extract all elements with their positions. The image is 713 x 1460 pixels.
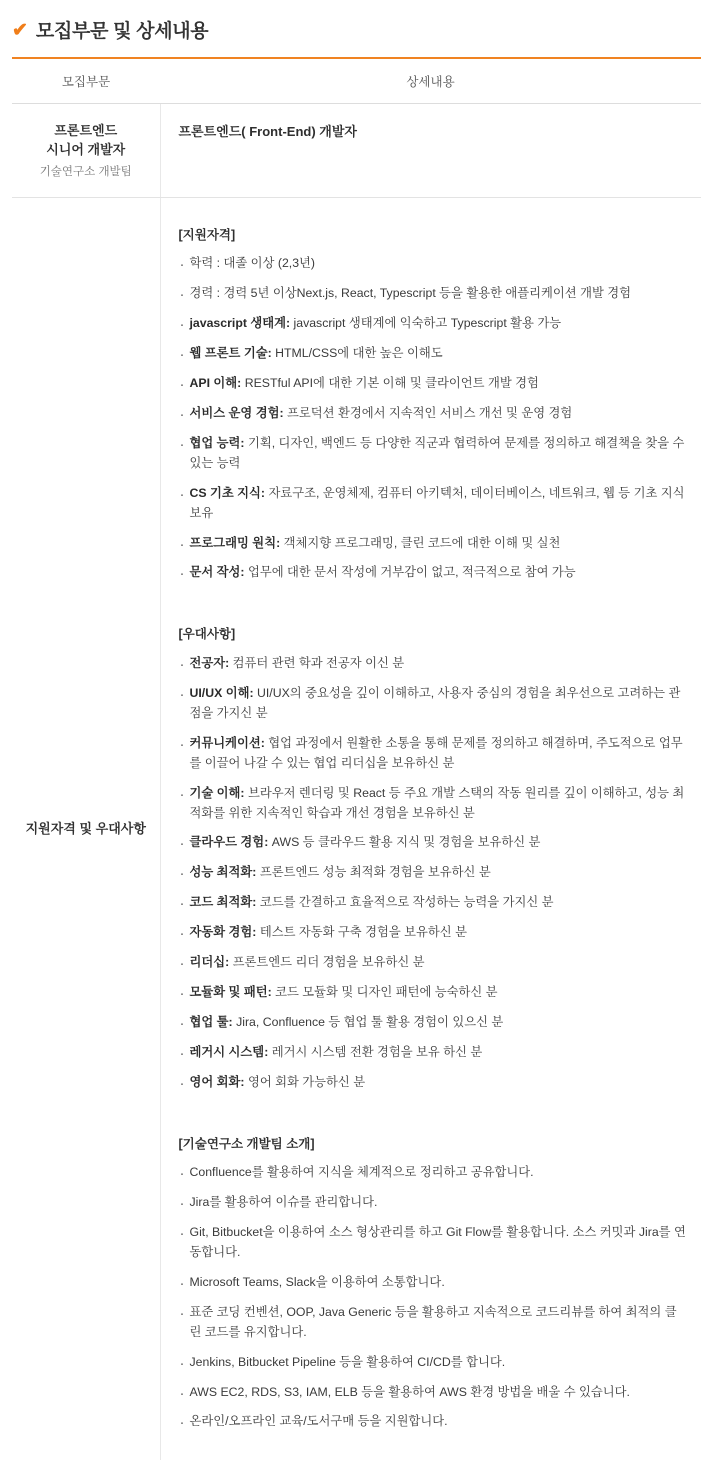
list-item-text: 객체지향 프로그래밍, 클린 코드에 대한 이해 및 실천	[280, 535, 561, 550]
list-item-label: 문서 작성:	[189, 565, 245, 580]
list-item-label: 프로그래밍 원칙:	[189, 535, 281, 550]
list-item-text: 업무에 대한 문서 작성에 거부감이 없고, 적극적으로 참여 가능	[244, 565, 576, 580]
column-header-details: 상세내용	[160, 59, 701, 104]
section-heading: [지원자격]	[178, 227, 236, 242]
list-item-label: 리더십:	[189, 955, 230, 970]
list-item	[179, 684, 688, 724]
table-row	[12, 104, 701, 198]
list-item	[179, 1412, 688, 1432]
list-item	[179, 1073, 688, 1093]
section-bullet-list	[179, 254, 688, 583]
list-item-text: 표준 코딩 컨벤션, OOP, Java Generic 등을 활용하고 지속적으로 코드리뷰를 하여 최적의 클린 코드를 유지합니다.	[189, 1304, 677, 1339]
list-item-text: Jira, Confluence 등 협업 툴 활용 경험이 있으신 분	[232, 1014, 504, 1029]
page-title: 모집부문 및 상세내용	[35, 21, 209, 42]
list-item	[179, 983, 688, 1003]
list-item-text: 브라우저 렌더링 및 React 등 주요 개발 스택의 작동 원리를 깊이 이해하고, 성능 최적화를 위한 지속적인 학습과 개선 경험을 보유하신 분	[189, 785, 685, 820]
list-item-label: 성능 최적화:	[189, 865, 257, 880]
list-item-text: Jenkins, Bitbucket Pipeline 등을 활용하여 CI/CD를 합니다.	[189, 1354, 506, 1369]
qualification-label-cell	[12, 197, 160, 1460]
list-item	[179, 1353, 688, 1373]
list-item-label: javascript 생태계:	[189, 316, 291, 331]
list-item-text: 온라인/오프라인 교육/도서구매 등을 지원합니다.	[189, 1414, 448, 1429]
list-item-text: 프론트엔드 리더 경험을 보유하신 분	[229, 955, 425, 970]
list-item-text: 경력 : 경력 5년 이상Next.js, React, Typescript 등을 활용한 애플리케이션 개발 경험	[189, 286, 632, 301]
position-title-line2: 시니어 개발자	[46, 141, 126, 157]
list-item-label: 자동화 경험:	[189, 925, 257, 940]
column-header-position: 모집부문	[12, 59, 160, 104]
list-item-label: 전공자:	[189, 656, 230, 671]
list-item-label: UI/UX 이해:	[189, 685, 254, 700]
list-item	[179, 1303, 688, 1343]
position-label-cell	[12, 104, 160, 198]
list-item-text: Microsoft Teams, Slack을 이용하여 소통합니다.	[189, 1274, 445, 1289]
detail-sections	[179, 216, 688, 1433]
list-item	[179, 404, 688, 424]
list-item-label: 협업 툴:	[189, 1014, 233, 1029]
list-item	[179, 923, 688, 943]
list-item-label: API 이해:	[189, 376, 242, 391]
list-item	[179, 534, 688, 554]
list-item-text: AWS EC2, RDS, S3, IAM, ELB 등을 활용하여 AWS 환경 방법을 배울 수 있습니다.	[189, 1384, 630, 1399]
section-bullet-list	[179, 654, 688, 1093]
list-item	[179, 434, 688, 474]
list-item-text: Jira를 활용하여 이슈를 관리합니다.	[189, 1195, 378, 1210]
list-item-label: 커뮤니케이션:	[189, 735, 265, 750]
list-item	[179, 254, 688, 274]
list-item	[179, 784, 688, 824]
list-item-label: 서비스 운영 경험:	[189, 405, 284, 420]
list-item-text: HTML/CSS에 대한 높은 이해도	[271, 346, 443, 361]
list-item	[179, 953, 688, 973]
list-item	[179, 1273, 688, 1293]
position-detail-cell	[160, 104, 701, 198]
position-title-line1: 프론트엔드	[54, 123, 118, 138]
list-item-text: 자료구조, 운영체제, 컴퓨터 아키텍처, 데이터베이스, 네트워크, 웹 등 기초 지식 보유	[189, 485, 685, 520]
list-item	[179, 1163, 688, 1183]
section-heading: [우대사항]	[178, 627, 236, 642]
list-item-label: 클라우드 경험:	[189, 835, 269, 850]
list-item-text: 컴퓨터 관련 학과 전공자 이신 분	[229, 656, 405, 671]
list-item-text: Confluence를 활용하여 지식을 체계적으로 정리하고 공유합니다.	[189, 1165, 534, 1180]
list-item-label: 모듈화 및 패턴:	[189, 984, 272, 999]
list-item-text: 프론트엔드 성능 최적화 경험을 보유하신 분	[256, 865, 491, 880]
recruitment-table	[12, 59, 701, 1460]
list-item-label: 레거시 시스템:	[189, 1044, 269, 1059]
list-item-text: 기획, 디자인, 백엔드 등 다양한 직군과 협력하여 문제를 정의하고 해결책을 찾을 수 있는 능력	[189, 435, 685, 470]
check-icon: ✔	[12, 20, 28, 41]
list-item-text: RESTful API에 대한 기본 이해 및 클라이언트 개발 경험	[241, 376, 539, 391]
list-item-text: Git, Bitbucket을 이용하여 소스 형상관리를 하고 Git Flow를 활용합니다. 소스 커밋과 Jira를 연동합니다.	[189, 1225, 686, 1260]
list-item	[179, 833, 688, 853]
list-item	[179, 1013, 688, 1033]
qualification-label: 지원자격 및 우대사항	[25, 820, 146, 836]
section-bullet-list	[179, 1163, 688, 1432]
list-item-text: 레거시 시스템 전환 경험을 보유 하신 분	[268, 1044, 483, 1059]
list-item	[179, 1043, 688, 1063]
position-department: 기술연구소 개발팀	[39, 165, 132, 178]
list-item	[179, 374, 688, 394]
list-item	[179, 1383, 688, 1403]
list-item-text: 테스트 자동화 구축 경험을 보유하신 분	[256, 925, 467, 940]
list-item-text: 학력 : 대졸 이상 (2,3년)	[189, 256, 316, 271]
list-item-text: javascript 생태계에 익숙하고 Typescript 활용 가능	[290, 316, 562, 331]
qualification-detail-cell	[160, 197, 701, 1460]
role-name: 프론트엔드( Front-End) 개발자	[178, 124, 357, 139]
list-item-label: 협업 능력:	[189, 435, 245, 450]
list-item	[179, 1193, 688, 1213]
list-item-label: 기술 이해:	[189, 785, 245, 800]
list-item-text: 코드 모듈화 및 디자인 패턴에 능숙하신 분	[271, 984, 498, 999]
list-item-text: 협업 과정에서 원활한 소통을 통해 문제를 정의하고 해결하며, 주도적으로 업무를 이끌어 나갈 수 있는 협업 리더십을 보유하신 분	[189, 735, 683, 770]
page-header	[0, 0, 713, 57]
list-item-label: CS 기초 지식:	[189, 485, 266, 500]
list-item	[179, 284, 688, 304]
list-item	[179, 314, 688, 334]
list-item-label: 영어 회화:	[189, 1074, 245, 1089]
list-item	[179, 484, 688, 524]
list-item-text: AWS 등 클라우드 활용 지식 및 경험을 보유하신 분	[268, 835, 541, 850]
list-item	[179, 734, 688, 774]
list-item	[179, 344, 688, 364]
section-heading: [기술연구소 개발팀 소개]	[178, 1136, 315, 1151]
list-item	[179, 863, 688, 883]
list-item	[179, 893, 688, 913]
list-item-text: 영어 회화 가능하신 분	[244, 1074, 366, 1089]
section-spacer	[179, 1103, 688, 1117]
list-item	[179, 563, 688, 583]
table-row	[12, 197, 701, 1460]
list-item-text: 프로덕션 환경에서 지속적인 서비스 개선 및 운영 경험	[283, 405, 573, 420]
list-item	[179, 1223, 688, 1263]
list-item-label: 웹 프론트 기술:	[189, 346, 272, 361]
list-item-text: 코드를 간결하고 효율적으로 작성하는 능력을 가지신 분	[256, 895, 554, 910]
list-item-text: UI/UX의 중요성을 깊이 이해하고, 사용자 중심의 경험을 최우선으로 고려하는 관점을 가지신 분	[189, 685, 681, 720]
list-item	[179, 654, 688, 674]
section-spacer	[179, 593, 688, 607]
list-item-label: 코드 최적화:	[189, 895, 257, 910]
table-header-row	[12, 59, 701, 104]
